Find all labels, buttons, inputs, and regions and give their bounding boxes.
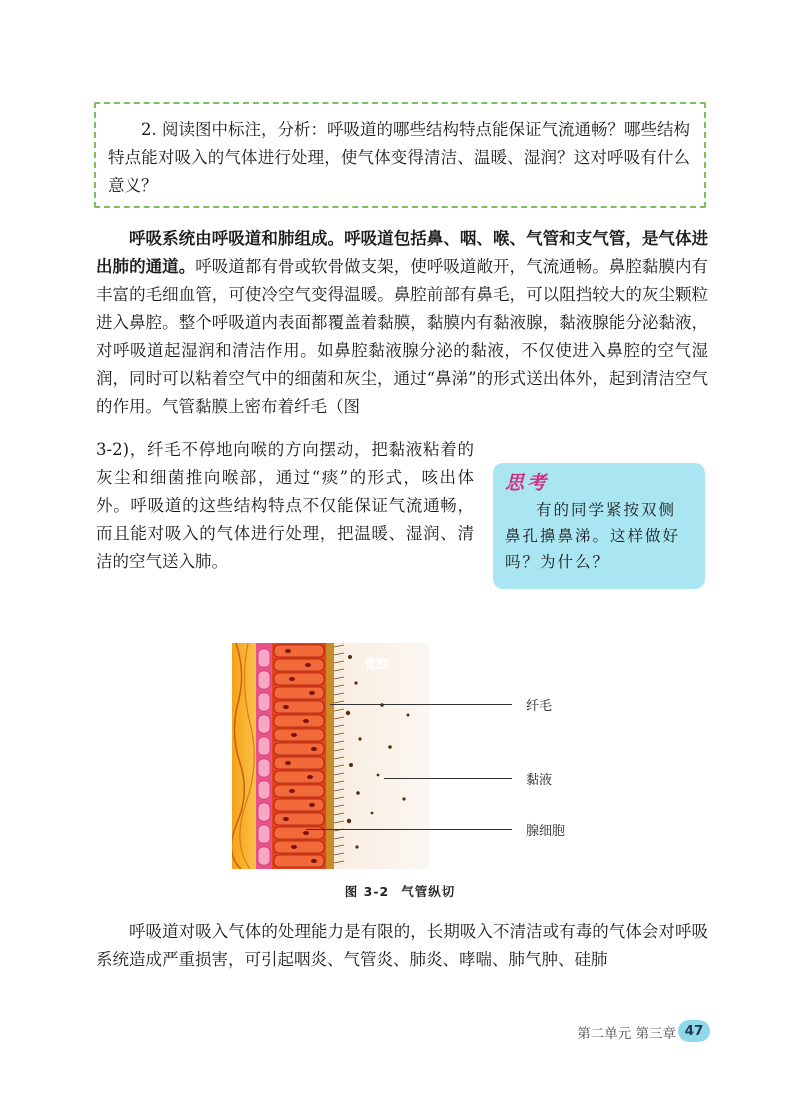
paragraph-limits-text: 呼吸道对吸入气体的处理能力是有限的，长期吸入不清洁或有毒的气体会对呼吸系统造成严重损害，可引起咽炎、气管炎、肺炎、哮喘、肺气肿、硅肺 — [96, 922, 708, 969]
cilia-leader-line — [330, 704, 512, 705]
figure-caption — [0, 882, 800, 900]
paragraph-respiratory-system — [96, 225, 708, 421]
think-title: 思考 — [505, 472, 550, 494]
paragraph-rest: 呼吸道都有骨或软骨做支架，使呼吸道敞开，气流通畅。鼻腔黏膜内有丰富的毛细血管，可使冷空气变得温暖。鼻腔前部有鼻毛，可以阻挡较大的灰尘颗粒进入鼻腔。整个呼吸道内表面都覆盖着黏膜，黏膜内有黏液腺，黏液腺能分泌黏液，对呼吸道起湿润和清洁作用。如鼻腔黏液腺分泌的黏液，不仅使进入鼻腔的空气湿润，同时可以粘着空气中的细菌和灰尘，通过“鼻涕”的形式送出体外，起到清洁空气的作用。气管黏膜上密布着纤毛（图 — [96, 257, 709, 416]
paragraph-bold-lead: 呼吸系统由呼吸道和肺组成。呼吸道包括鼻、咽、喉、气管和支气管，是气体进出肺的通道。 — [96, 229, 708, 276]
question-box — [94, 102, 706, 208]
think-body: 有的同学紧按双侧鼻孔擤鼻涕。这样做好吗？为什么？ — [505, 501, 681, 571]
figure-number: 图 3-2 — [344, 884, 390, 899]
figure-title: 气管纵切 — [401, 884, 456, 899]
gland-cell-label: 腺细胞 — [526, 824, 566, 839]
paragraph-limits — [96, 918, 708, 974]
think-box — [493, 463, 705, 589]
cilia-label: 纤毛 — [526, 699, 553, 714]
mucus-label: 黏液 — [526, 773, 553, 788]
paragraph-cilia — [96, 436, 474, 576]
mucus-leader-line — [384, 778, 512, 779]
trachea-section-drawing — [232, 643, 429, 869]
gland-cell-leader-line — [306, 829, 512, 830]
paragraph-cilia-text: 3-2)，纤毛不停地向喉的方向摆动，把黏液粘着的灰尘和细菌推向喉部，通过“痰”的形式，咳出体外。呼吸道的这些结构特点不仅能保证气流通畅，而且能对吸入的气体进行处理，把温暖、湿润、清洁的空气送入肺。 — [96, 440, 474, 571]
footer-chapter: 第二单元 第三章 — [577, 1026, 676, 1042]
trachea-illustration — [232, 643, 429, 869]
page-number-badge: 47 — [678, 1020, 710, 1042]
question-text: 2. 阅读图中标注，分析：呼吸道的哪些结构特点能保证气流通畅？哪些结构特点能对吸入的气体进行处理，使气体变得清洁、温暖、湿润？这对呼吸有什么意义？ — [108, 120, 690, 195]
lumen-label: 管腔 — [364, 657, 389, 671]
